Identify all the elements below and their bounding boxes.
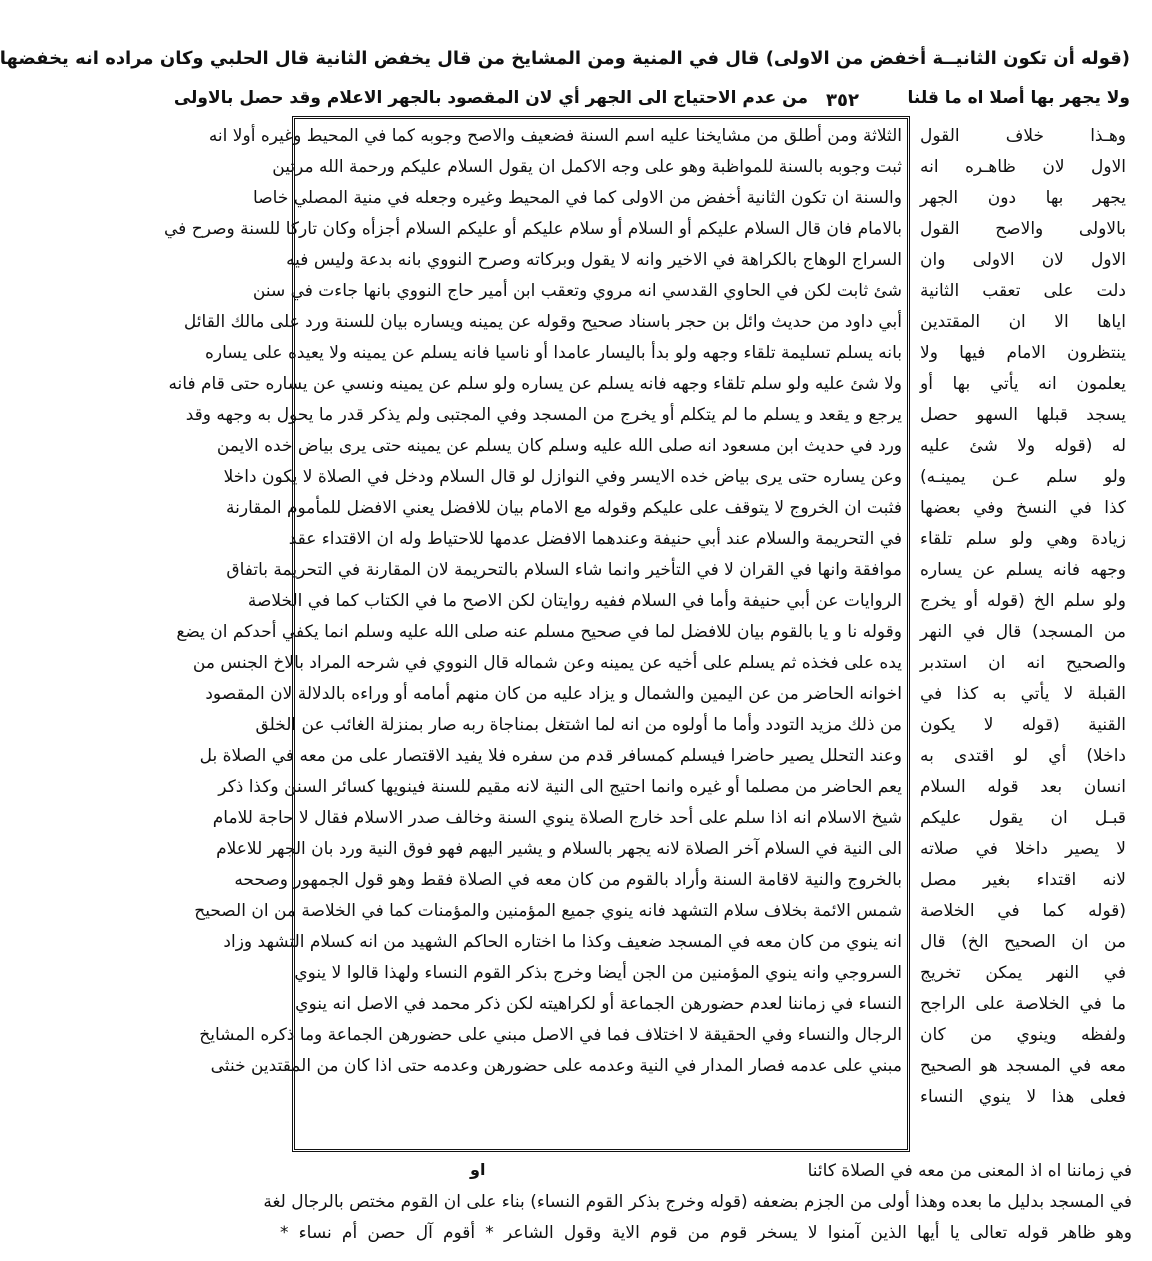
- margin-commentary-line: داخلا) أي لو اقتدى به: [920, 746, 1126, 766]
- main-text-line: فثبت ان الخروج لا يتوقف على عليكم وقوله مع الامام بيان للافضل يعني الافضل للمأموم المقارنة: [226, 498, 902, 518]
- header-line-2-right: ولا يجهر بها أصلا اه ما قلنا: [907, 88, 1130, 108]
- main-text-line: شئ ثابت لكن في الحاوي القدسي انه مروي وتعقب ابن أمير حاج النووي بانها جاءت في سنن: [252, 281, 902, 301]
- main-text-line: الروايات عن أبي حنيفة وأما في السلام ففيه روايتان لكن الاصح ما في الكتاب كما في الخلاصة: [247, 591, 902, 611]
- header-line-2-left: من عدم الاحتياج الى الجهر أي لان المقصود بالجهر الاعلام وقد حصل بالاولى: [173, 88, 808, 108]
- footer-line-1: في زماننا اه اذ المعنى من معه في الصلاة كائنا: [807, 1161, 1132, 1181]
- main-text-line: الى النية في السلام آخر الصلاة لانه يجهر بالسلام و يشير اليهم فهو فوق النية ورد بان الجهر للاعلام: [216, 839, 902, 859]
- margin-commentary-line: اياها الا ان المقتدين: [920, 312, 1126, 332]
- main-text-line: ولا شئ عليه ولو سلم تلقاء وجهه فانه يسلم عن يساره ولو سلم عن يمينه ونسي عن يساره حتى قام فانه: [168, 374, 902, 394]
- margin-commentary-line: من المسجد) قال في النهر: [920, 622, 1126, 642]
- margin-commentary-line: زيادة وهي ولو سلم تلقاء: [920, 529, 1126, 549]
- main-text-line: النساء في زماننا لعدم حضورهن الجماعة أو لكراهيته لكن ذكر محمد في الاصل انه ينوي: [295, 994, 902, 1014]
- margin-commentary-line: في النهر يمكن تخريج: [920, 963, 1126, 983]
- main-text-line: يده على فخذه ثم يسلم على أخيه عن يمينه وعن شماله قال النووي في شرحه المراد بالاخ الجنس من: [192, 653, 902, 673]
- main-text-line: الثلاثة ومن أطلق من مشايخنا عليه اسم السنة فضعيف والاصح وجوبه كما في المحيط وغيره أولا انه: [208, 126, 902, 146]
- footer-mark: او: [470, 1160, 486, 1179]
- main-text-line: موافقة وانها في القران لا في التأخير وانما شاء السلام بالتحريمة لان المقارنة في التحريمة باتفاق: [226, 560, 902, 580]
- main-text-line: انه ينوي من كان معه في المسجد ضعيف وكذا ما اختاره الحاكم الشهيد من انه كسلام التشهد وزاد: [223, 932, 902, 952]
- main-text-line: من ذلك مزيد التودد وأما ما أولوه من انه لما اشتغل بمناجاة ربه صار بمنزلة الغائب عن الخلق: [255, 715, 902, 735]
- main-text-line: ثبت وجوبه بالسنة للمواظبة وهو على وجه الاكمل ان يقول السلام عليكم ورحمة الله مرتين: [272, 157, 902, 177]
- margin-commentary-line: الاول لان ظاهـره انه: [920, 157, 1126, 177]
- main-text-line: وعند التحلل يصير حاضرا فيسلم كمسافر قدم من سفره فلا يفيد الاقتصار على من معه في الصلاة بل: [199, 746, 902, 766]
- margin-commentary-line: لانه اقتداء بغير مصل: [920, 870, 1126, 890]
- margin-commentary-line: ولفظه وينوي من كان: [920, 1025, 1126, 1045]
- main-text-line: الرجال والنساء وفي الحقيقة لا اختلاف فما في الاصل مبني على حضورهن الجماعة وما ذكره المشايخ: [199, 1025, 902, 1045]
- margin-commentary-line: من ان الصحيح الخ) قال: [920, 932, 1126, 952]
- main-text-line: شمس الائمة بخلاف سلام التشهد فانه ينوي جميع المؤمنين والمؤمنات كما في الخلاصة من ان الصحيح: [194, 901, 902, 921]
- margin-commentary-line: القبلة لا يأتي به كذا في: [920, 684, 1126, 704]
- margin-commentary-line: ينتظرون الامام فيها ولا: [920, 343, 1126, 363]
- margin-commentary-line: (قوله كما في الخلاصة: [920, 901, 1126, 921]
- main-text-line: السراج الوهاج بالكراهة في الاخير وانه لا يقول وبركاته وصرح النووي بانه بدعة وليس فيه: [286, 250, 902, 270]
- margin-commentary-line: يجهر بها دون الجهر: [920, 188, 1126, 208]
- margin-commentary-line: انسان بعد قوله السلام: [920, 777, 1126, 797]
- margin-commentary-line: لا يصير داخلا في صلاته: [920, 839, 1126, 859]
- main-text-line: والسنة ان تكون الثانية أخفض من الاولى كما في المحيط وغيره وجعله في منية المصلي خاصا: [253, 188, 902, 208]
- main-text-line: في التحريمة والسلام عند أبي حنيفة وعندهما الافضل عدمها للاحتياط وله ان الاقتداء عقد: [288, 529, 902, 549]
- margin-commentary-line: دلت على تعقب الثانية: [920, 281, 1126, 301]
- main-text-line: ورد في حديث ابن مسعود انه صلى الله عليه وسلم كان يسلم عن يمينه حتى يرى بياض خده الايمن: [216, 436, 902, 456]
- main-text-line: السروجي وانه ينوي المؤمنين من الجن أيضا وخرج بذكر القوم النساء ولهذا قالوا لا ينوي: [294, 963, 902, 983]
- margin-commentary-line: يسجد قبلها السهو حصل: [920, 405, 1126, 425]
- margin-commentary-line: وجهه فانه يسلم عن يساره: [920, 560, 1126, 580]
- main-text-line: أبي داود من حديث وائل بن حجر باسناد صحيح وقوله عن يمينه ويساره بيان للسنة ورد على مالك القائل: [183, 312, 902, 332]
- margin-commentary-line: يعلمون انه يأتي بها أو: [920, 374, 1126, 394]
- main-text-line: وقوله نا و يا بالقوم بيان للافضل لما في صحيح مسلم عنه صلى الله عليه وسلم انما يكفي أحدكم ان يضع: [176, 622, 902, 642]
- main-text-line: يرجع و يقعد و يسلم ما لم يتكلم أو يخرج من المسجد وفي المجتبى ولم يذكر قدر ما يحول به وجهه وقد: [185, 405, 902, 425]
- main-text-line: وعن يساره حتى يرى بياض خده الايسر وفي النوازل لو قال السلام ودخل في الصلاة لا يكون داخلا: [223, 467, 902, 487]
- margin-commentary-line: الاول لان الاولى وان: [920, 250, 1126, 270]
- main-text-line: بانه يسلم تسليمة تلقاء وجهه ولو بدأ باليسار عامدا أو ناسيا فانه يسلم عن يمينه ولا يعيده على يساره: [205, 343, 902, 363]
- margin-commentary-line: معه في المسجد هو الصحيح: [920, 1056, 1126, 1076]
- margin-commentary-line: ولو سلم عـن يمينـه): [920, 467, 1126, 487]
- main-text-line: شيخ الاسلام انه اذا سلم على أحد خارج الصلاة ينوي السنة وخالف صدر الاسلام فقال لا حاجة للامام: [212, 808, 902, 828]
- margin-commentary-line: له (قوله ولا شئ عليه: [920, 436, 1126, 456]
- main-text-line: مبني على عدمه فصار المدار في النية وعدمه على حضورهن وعدمه حتى اذا كان من المقتدين خنثى: [210, 1056, 902, 1076]
- margin-commentary-line: بالاولى والاصح القول: [920, 219, 1126, 239]
- main-text-line: بالخروج والنية لاقامة السنة وأراد بالقوم من كان معه في الصلاة فقط وهو قول الجمهور وصححه: [234, 870, 902, 890]
- margin-commentary-line: والصحيح انه ان استدبر: [920, 653, 1126, 673]
- main-text-line: اخوانه الحاضر من عن اليمين والشمال و يزاد عليه من كان منهم أمامه أو وراءه بالدلالة لان المقصود: [205, 684, 902, 704]
- margin-commentary-line: القنية (قوله لا يكون: [920, 715, 1126, 735]
- page-number: ٣٥٢: [826, 90, 859, 111]
- main-text-line: بالامام فان قال السلام عليكم أو السلام أو سلام عليكم أو عليكم السلام أجزأه وكان تاركا للسنة وصرح في: [164, 219, 902, 239]
- margin-commentary-line: كذا في النسخ وفي بعضها: [920, 498, 1126, 518]
- margin-commentary-line: قبـل ان يقول عليكم: [920, 808, 1126, 828]
- margin-commentary-line: ولو سلم الخ (قوله أو يخرج: [920, 591, 1126, 611]
- margin-commentary-line: وهـذا خلاف القول: [920, 126, 1126, 146]
- footer-line-3: وهو ظاهر قوله تعالى يا أيها الذين آمنوا لا يسخر قوم من قوم الاية وقول الشاعر * أقوم آل حصن أم نساء *: [280, 1223, 1132, 1243]
- margin-commentary-line: ما في الخلاصة على الراجح: [920, 994, 1126, 1014]
- main-text-line: يعم الحاضر من مصلما أو غيره وانما احتيج الى النية لانه مقيم للسنة فينويها كسائر السنن وكذا ذكر: [218, 777, 902, 797]
- footer-line-2: في المسجد بدليل ما بعده وهذا أولى من الجزم بضعفه (قوله وخرج بذكر القوم النساء) بناء على ان القوم مختص بالرجال لغة: [263, 1192, 1132, 1212]
- margin-commentary-line: فعلى هذا لا ينوي النساء: [920, 1087, 1126, 1107]
- header-line-1: (قوله أن تكون الثانيــة أخفض من الاولى) قال في المنية ومن المشايخ من قال يخفض الثانية قال الحلبي وكان مراده انه يخفضها: [0, 48, 1130, 69]
